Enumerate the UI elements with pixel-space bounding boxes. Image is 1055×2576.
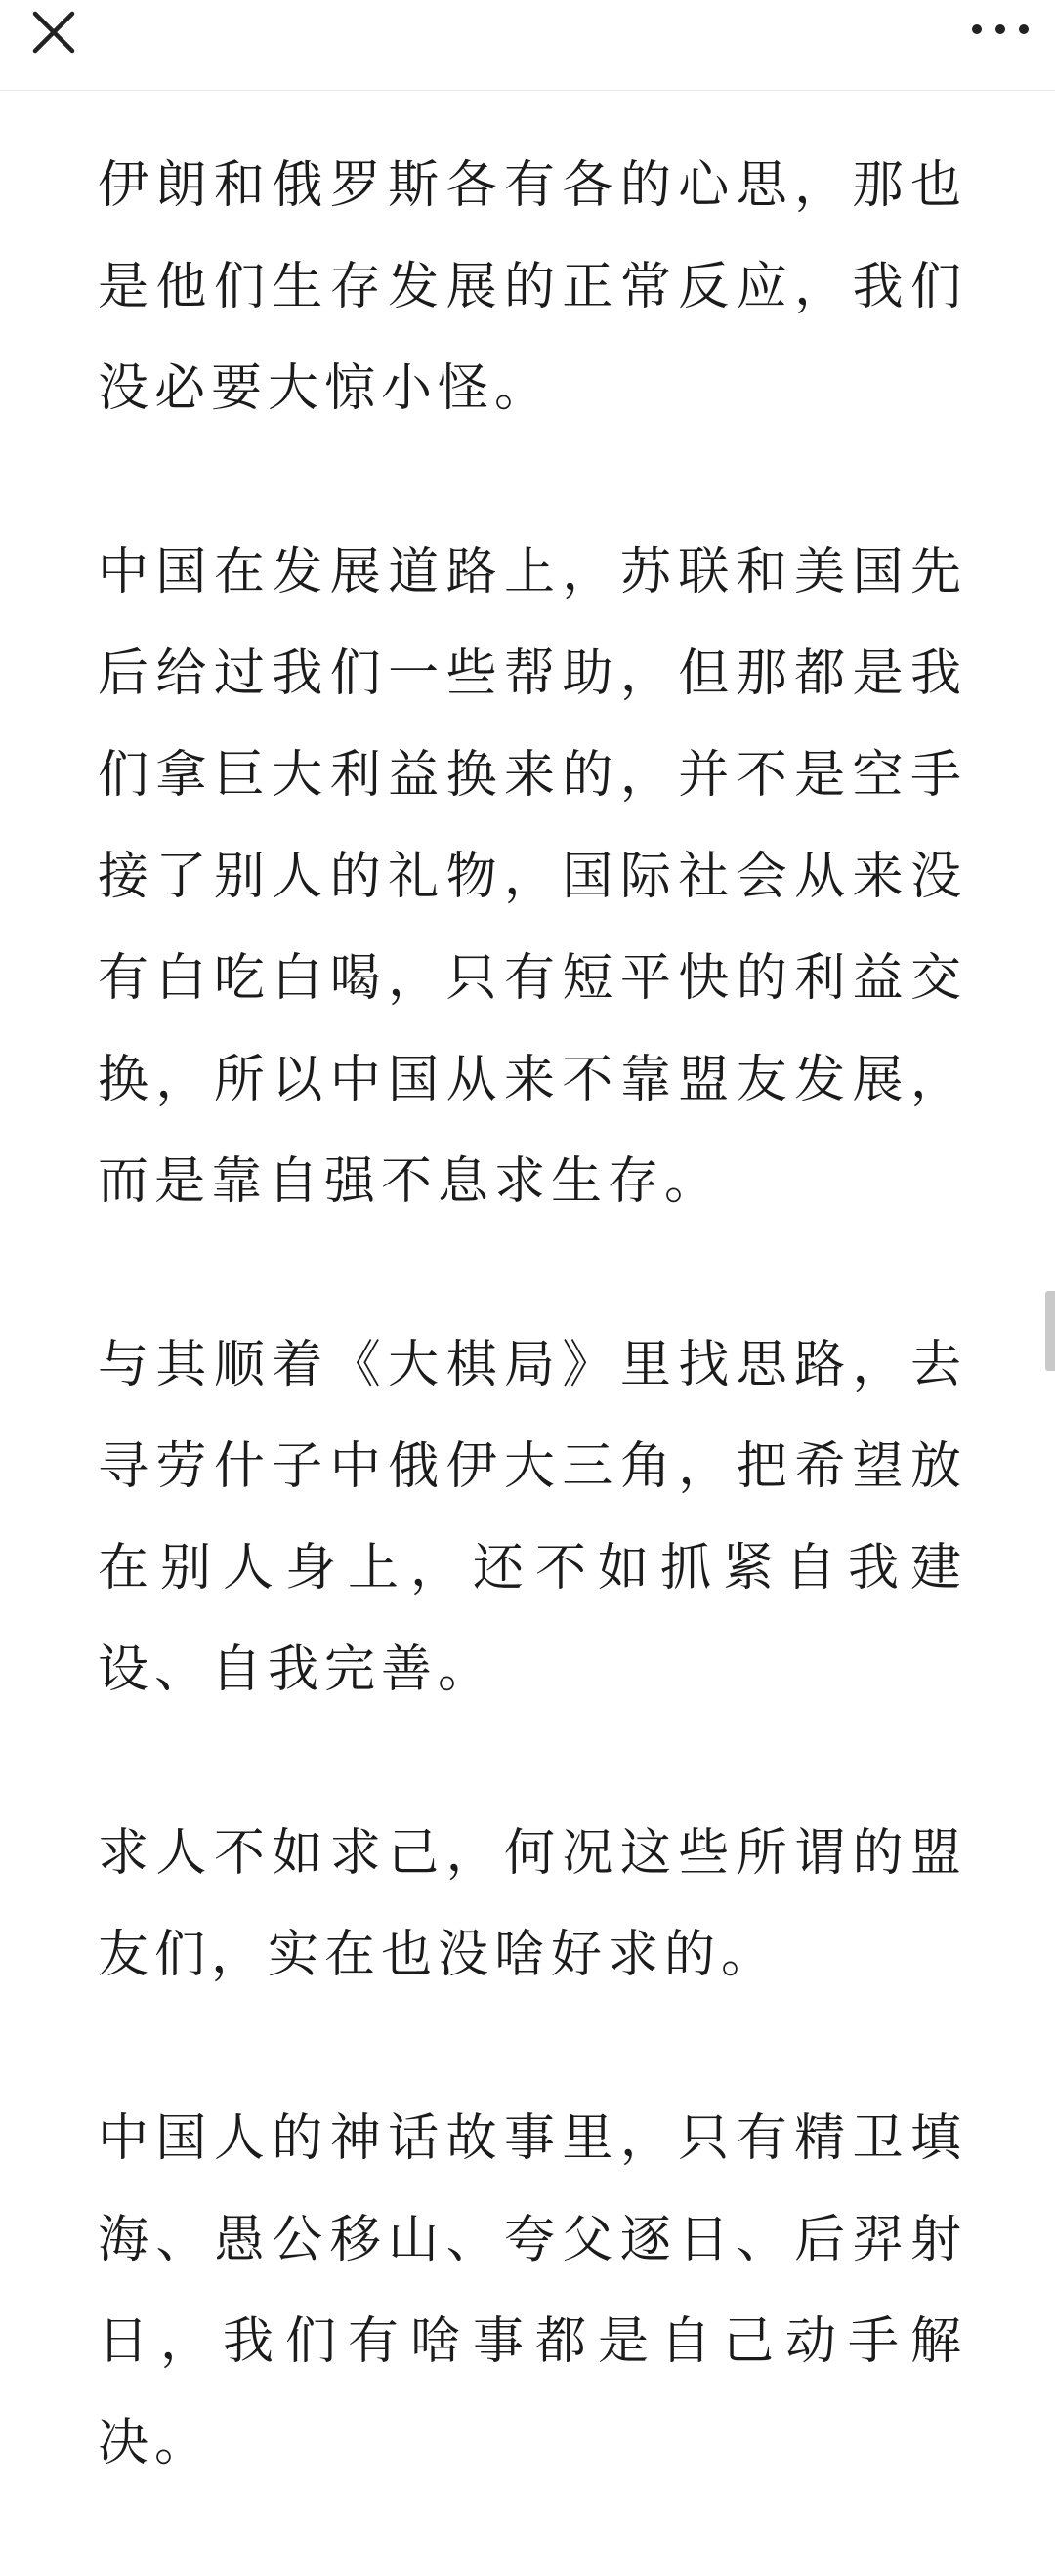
paragraph: 伊朗和俄罗斯各有各的心思，那也是他们生存发展的正常反应，我们没必要大惊小怪。	[98, 156, 967, 418]
paragraph: 中国在发展道路上，苏联和美国先后给过我们一些帮助，但那都是我们拿巨大利益换来的，并不是空手接了别人的礼物，国际社会从来没有白吃白喝，只有短平快的利益交换，所以中国从来不靠盟友发展，而是靠自强不息求生存。	[98, 543, 967, 1211]
scrollbar-thumb[interactable]	[1045, 1291, 1055, 1371]
more-icon	[963, 8, 1037, 47]
paragraph: 求人不如求己，何况这些所谓的盟友们，实在也没啥好求的。	[98, 1824, 967, 1984]
paragraph: 与其顺着《大棋局》里找思路，去寻劳什子中俄伊大三角，把希望放在别人身上，还不如抓紧自我建设、自我完善。	[98, 1336, 967, 1699]
top-bar	[0, 0, 1055, 91]
article-body	[98, 135, 967, 2576]
close-icon	[27, 6, 80, 59]
close-button[interactable]	[27, 6, 80, 59]
more-options-button[interactable]	[963, 8, 1037, 47]
paragraph: 中国人的神话故事里，只有精卫填海、愚公移山、夸父逐日、后羿射日，我们有啥事都是自己动手解决。	[98, 2109, 967, 2472]
